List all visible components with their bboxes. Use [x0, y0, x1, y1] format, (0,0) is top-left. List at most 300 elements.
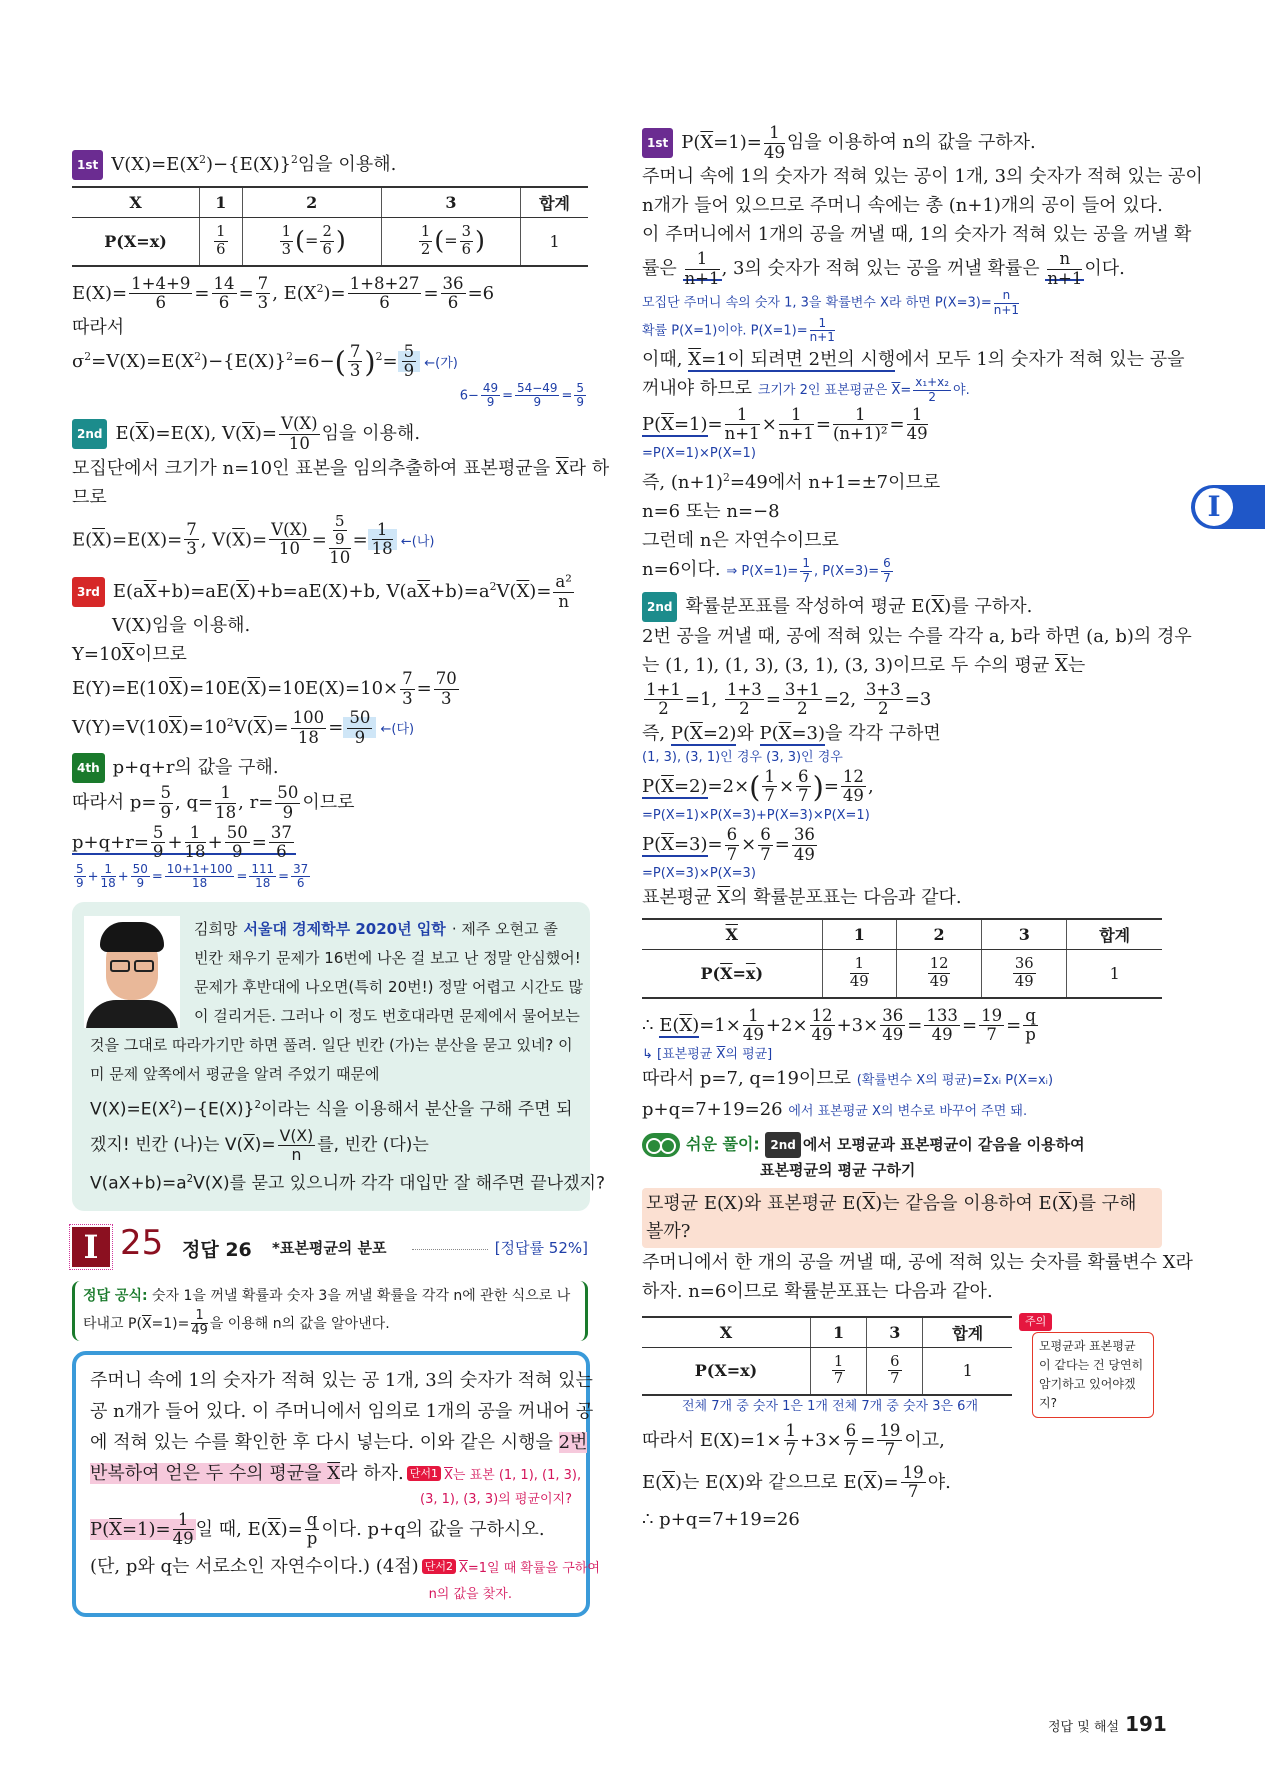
table-cell	[867, 1347, 923, 1395]
fraction	[1047, 250, 1082, 288]
overline-variable	[236, 581, 249, 602]
text-run: $\overline{X}$	[516, 581, 530, 603]
fraction-numerator	[291, 709, 327, 729]
fraction	[725, 826, 740, 864]
text-run: 49	[793, 844, 815, 864]
text-run: =1일 때 확률을 구하여	[467, 1560, 600, 1576]
fraction-numerator	[725, 681, 764, 701]
fraction-denominator	[184, 540, 199, 559]
text-run: 3	[186, 539, 197, 559]
text-run: $\overline{X}$	[135, 423, 149, 445]
text-run: =3)	[673, 834, 708, 856]
text-run: 7	[883, 570, 891, 585]
fraction-numerator	[400, 670, 415, 690]
text-run: 반복하여 얻은 두 수의 평균을	[90, 1462, 328, 1484]
text-run: 133	[926, 1005, 958, 1025]
fraction-denominator	[372, 540, 393, 559]
table-row	[72, 218, 588, 266]
fraction-denominator	[850, 974, 869, 990]
text-run: 1	[215, 193, 227, 212]
text-run: =	[311, 528, 327, 550]
highlighted-condition	[90, 1463, 340, 1484]
text-run: 9	[136, 876, 145, 891]
text-run: $\overline{X}$	[688, 348, 702, 370]
underlined-expression	[683, 249, 722, 288]
text-run: 49	[842, 786, 864, 806]
superscript	[291, 153, 298, 166]
solution-line	[642, 652, 1162, 680]
text-run: 12	[842, 766, 864, 786]
text-run: 2	[658, 699, 669, 719]
text-run: 라 하자.	[340, 1462, 404, 1484]
text-run: 18	[191, 876, 208, 891]
text-run: V(X)를 묻고 있으니까 각각 대입만 잘 해주면 끝나겠지?	[193, 1173, 605, 1194]
text-run: X	[719, 1322, 733, 1342]
fraction-numerator	[1023, 1007, 1038, 1027]
fraction-denominator	[800, 572, 812, 585]
text-run: 따라서 p=7, q=19이므로	[642, 1067, 857, 1089]
text-run: 1	[220, 783, 231, 803]
text-run: 는 표본 (1, 1), (1, 3),	[452, 1467, 582, 1483]
table-cell	[381, 187, 520, 218]
fraction	[151, 824, 166, 862]
text-run: 2	[375, 349, 383, 363]
highlighted-answer	[343, 708, 376, 747]
table-row	[642, 1347, 1012, 1395]
chapter-tab[interactable]	[1191, 485, 1265, 529]
fraction	[928, 956, 951, 990]
fraction	[784, 1422, 799, 1460]
fraction-numerator	[924, 1007, 960, 1027]
text-run: 1	[216, 223, 226, 241]
text-run: 18	[255, 876, 271, 891]
text-run: 크기가 2인 표본평균은	[757, 382, 892, 398]
solution-line	[72, 484, 588, 512]
problem-line	[90, 1428, 588, 1458]
text-run: 야.	[953, 382, 970, 398]
fraction-denominator	[810, 1026, 835, 1045]
fraction	[880, 1007, 905, 1045]
testimonial-line: 미 문제 앞쪽에서 평균을 알려 주었기 때문에	[90, 1065, 380, 1084]
text-run: 5	[576, 380, 584, 395]
text-run: )=10E(X)=10×	[260, 678, 399, 700]
step-heading	[642, 124, 1162, 162]
text-run: )	[755, 963, 764, 983]
probability-table	[642, 1316, 1012, 1397]
student-name: 김희망	[194, 920, 238, 939]
text-run: n	[1002, 288, 1011, 303]
text-run: 2	[84, 349, 92, 363]
text-run: 2	[306, 193, 318, 212]
fraction-denominator	[131, 877, 150, 890]
text-run: P(	[700, 963, 721, 983]
text-run: ←(가)	[420, 355, 458, 371]
fraction-denominator	[165, 877, 235, 890]
fraction-denominator	[400, 690, 415, 709]
side-annotation	[642, 749, 1162, 767]
text-run: =2)	[702, 722, 737, 744]
fraction-numerator	[762, 768, 777, 788]
solution-line	[642, 681, 1162, 719]
text-run: 36	[442, 273, 464, 293]
text-run: V(	[496, 581, 517, 603]
text-run: $\overline{X}$	[92, 528, 105, 550]
text-run: $\overline{X}$	[689, 722, 703, 744]
fraction-numerator	[129, 275, 192, 295]
text-run: 18	[371, 539, 393, 559]
solution-line	[642, 250, 1162, 288]
fraction-denominator	[515, 396, 559, 409]
overline-variable	[242, 423, 255, 444]
text-run: 1	[791, 404, 802, 424]
overline-variable	[862, 1193, 875, 1214]
overline-variable	[516, 581, 529, 602]
text-run: =	[251, 831, 267, 853]
fraction-denominator	[173, 1530, 194, 1549]
text-run: 1	[833, 1352, 844, 1370]
text-run: 1	[736, 404, 748, 424]
fraction-denominator	[743, 1026, 764, 1045]
text-run: 3+3	[865, 679, 901, 699]
fraction	[212, 275, 237, 313]
text-run: )+b=aE(X)+b, V(a	[249, 581, 418, 603]
fraction	[185, 824, 206, 862]
text-run: 확률분포표를 작성하여 평균 E(	[685, 595, 932, 617]
text-run: 그런데 n은 자연수이므로	[642, 529, 839, 551]
fraction-denominator	[159, 804, 174, 823]
easy-solution-heading	[642, 1132, 1162, 1182]
text-run: 1	[748, 1005, 759, 1025]
fraction-numerator	[215, 784, 236, 804]
text-run: 2	[291, 153, 298, 166]
easy-table-wrap	[642, 1310, 1012, 1417]
fraction-numerator	[1047, 250, 1082, 270]
fraction-denominator	[280, 242, 293, 258]
text-run: 36	[882, 1005, 904, 1025]
fraction	[460, 224, 473, 258]
text-run: =	[732, 963, 746, 983]
fraction	[881, 557, 893, 585]
text-run: $\overline{X}$	[891, 382, 901, 398]
text-run: 7	[845, 1440, 857, 1460]
fraction	[278, 1127, 316, 1163]
text-run: 2	[199, 153, 207, 166]
text-run: =	[194, 282, 210, 304]
table-cell	[642, 919, 822, 950]
fraction-numerator	[151, 824, 166, 844]
text-run: =2×	[707, 775, 750, 797]
text-run: 3	[349, 361, 361, 381]
text-run: 2	[420, 240, 431, 258]
fraction	[841, 768, 866, 806]
text-run: 6	[379, 293, 390, 313]
text-run: 이므로	[134, 644, 187, 666]
fraction-numerator	[185, 824, 206, 844]
text-run: E(Y)=E(10	[72, 678, 170, 700]
fraction-denominator	[784, 1441, 799, 1460]
fraction	[165, 863, 235, 891]
text-run: 49	[172, 1529, 194, 1549]
fraction-denominator	[74, 877, 86, 890]
table-cell	[72, 187, 200, 218]
text-run: ×	[741, 834, 757, 856]
text-run: n=6이다.	[642, 558, 727, 580]
text-run: 합계	[1099, 926, 1131, 946]
fraction	[249, 863, 276, 891]
text-run: 111	[251, 861, 275, 876]
text-run: +	[87, 869, 99, 885]
student-school: 서울대 경제학부 2020년 입학	[243, 920, 446, 939]
table-note: 전체 7개 중 숫자 1은 1개 전체 7개 중 숫자 3은 6개	[682, 1399, 979, 1415]
text-run: 7	[726, 844, 738, 864]
parenthesized	[295, 223, 346, 258]
text-run: , q=	[175, 792, 214, 814]
fraction-numerator	[888, 1354, 901, 1371]
fraction-denominator	[924, 1026, 960, 1045]
problem-line	[90, 1459, 582, 1491]
solution-line	[642, 464, 1162, 497]
fraction-numerator	[994, 289, 1019, 303]
text-run: =	[561, 388, 573, 404]
text-run: 이 주머니에서 1개의 공을 꺼낼 때, 1의 숫자가 적혀 있는 공을 꺼낼 확	[642, 224, 1192, 246]
text-run: ⇒ P(X=1)=	[726, 563, 799, 579]
text-run: 는	[1067, 654, 1086, 676]
fraction-denominator	[278, 1146, 316, 1164]
fraction-numerator	[864, 681, 903, 701]
text-run: V(X)	[279, 1126, 314, 1146]
step-heading	[72, 146, 588, 180]
text-run: =2)	[673, 775, 708, 797]
text-run: $\overline{X}$	[168, 717, 182, 739]
text-run: $\overline{X}$	[121, 644, 135, 666]
text-run: 7	[186, 519, 197, 539]
fraction-denominator	[779, 425, 814, 444]
text-run: )	[692, 1014, 700, 1036]
fraction-denominator	[907, 425, 928, 444]
step-badge: 1st	[72, 150, 103, 180]
overline-variable	[247, 678, 260, 699]
text-run: n+1	[809, 330, 835, 345]
text-run: $\overline{X}$	[679, 1014, 693, 1036]
text-run: Y=10	[72, 644, 122, 666]
fraction-denominator	[796, 787, 811, 806]
text-run: =	[236, 869, 248, 885]
solution-line	[642, 1422, 1162, 1460]
fraction-numerator	[184, 521, 199, 541]
text-run: 50	[226, 822, 248, 842]
text-run: 7	[802, 570, 810, 585]
text-run: =	[815, 413, 831, 435]
text-run: )는 E(X)와 같으므로 E(	[675, 1471, 864, 1493]
solution-line	[642, 163, 1203, 191]
page-number: 191	[1125, 1712, 1167, 1736]
text-run: 37	[270, 822, 292, 842]
table-cell	[242, 218, 381, 266]
overline-variable	[327, 1463, 340, 1484]
fraction	[481, 382, 500, 410]
text-run: 이다. p+q의 값을 구하시오.	[321, 1518, 545, 1540]
text-run: +	[117, 869, 129, 885]
solution-line	[642, 221, 1192, 249]
text-run: =	[900, 382, 912, 398]
overline-variable	[720, 964, 732, 983]
text-run: =	[238, 282, 254, 304]
text-run: )−{E(X)}	[201, 350, 287, 372]
underlined-expression	[642, 834, 708, 857]
annotation	[420, 356, 458, 371]
text-run: V(X)임을 이용해.	[112, 615, 251, 637]
text-run: +b)=a	[430, 581, 490, 603]
annotation	[397, 534, 435, 549]
text-run: 1	[696, 249, 708, 269]
dotted-leader	[412, 1249, 488, 1250]
fraction-denominator	[792, 846, 817, 865]
fraction-denominator	[129, 294, 192, 313]
text-run: 1	[195, 1307, 204, 1323]
fraction-denominator	[269, 843, 294, 862]
text-run: 1	[764, 766, 775, 786]
text-run: $\overline{X}$	[700, 132, 714, 154]
fraction	[269, 824, 294, 862]
text-run: 1	[189, 822, 201, 842]
parenthesized	[434, 223, 485, 258]
fraction-numerator	[269, 824, 294, 844]
fraction-numerator	[877, 1422, 902, 1442]
fraction-numerator	[279, 415, 320, 435]
text-run: =	[961, 1014, 978, 1036]
solution-line	[642, 192, 1162, 220]
highlighted-answer	[398, 341, 421, 381]
text-run: $\overline{X}$	[661, 834, 674, 856]
fraction-numerator	[800, 557, 812, 571]
clue-text: (3, 1), (3, 3)의 평균이지?	[420, 1491, 572, 1507]
text-run: 6	[296, 876, 305, 891]
underlined-expression	[659, 1015, 699, 1038]
caution-text: 모평균과 표본평균이 같다는 건 당연히 암기하고 있어야겠지?	[1039, 1338, 1144, 1410]
text-run: =6−	[292, 350, 335, 372]
solution-line	[72, 455, 610, 483]
table-cell	[822, 919, 896, 950]
text-run: E(	[115, 423, 136, 445]
text-run: 6	[447, 293, 459, 313]
text-run: 7	[907, 1482, 919, 1502]
solution-line	[72, 641, 588, 669]
text-run: 7	[890, 1370, 900, 1388]
superscript	[199, 153, 206, 166]
fraction-denominator	[348, 362, 363, 381]
problem-line	[90, 1397, 594, 1427]
fraction	[129, 275, 192, 313]
table-cell	[642, 1317, 810, 1348]
text-run: 6	[726, 824, 738, 844]
fraction	[159, 784, 174, 822]
text-run: $\overline{X}$	[247, 678, 261, 700]
text-run: 6	[276, 842, 287, 862]
text-run: , E(X	[272, 282, 317, 304]
text-run: P(X=x)	[104, 231, 167, 251]
overline-variable	[556, 458, 569, 479]
text-run: 3	[281, 240, 292, 258]
text-run: 49	[742, 1025, 764, 1045]
text-run: 1	[962, 1361, 973, 1381]
text-run: E(	[659, 1014, 680, 1036]
overline-variable	[661, 776, 674, 797]
fraction	[644, 681, 683, 719]
text-run: 1	[854, 404, 866, 424]
fraction	[913, 376, 951, 404]
fraction-denominator	[994, 304, 1019, 317]
text-run: 따라서	[72, 316, 125, 338]
fraction-denominator	[574, 396, 586, 409]
text-run: 10	[329, 547, 351, 567]
overline-variable	[232, 529, 245, 550]
highlighted-condition	[559, 1432, 588, 1453]
fraction-denominator	[810, 331, 835, 344]
overline-variable	[931, 596, 944, 617]
text-run: )를 구해 볼까?	[646, 1192, 1137, 1242]
fraction-numerator	[191, 1309, 207, 1324]
fraction-numerator	[372, 521, 393, 541]
fraction	[305, 1511, 320, 1549]
fraction	[994, 289, 1019, 317]
text-run: +	[207, 831, 223, 853]
fraction	[372, 521, 393, 559]
caution-label: 주의	[1019, 1313, 1052, 1331]
fraction	[725, 406, 760, 444]
text-run: 주머니 속에 1의 숫자가 적혀 있는 공 1개, 3의 숫자가 적혀 있는	[90, 1369, 593, 1391]
easy-label: 쉬운 풀이:	[686, 1134, 766, 1154]
text-run: p	[306, 1529, 318, 1549]
clue-badge	[422, 1559, 456, 1574]
solution-line	[72, 612, 588, 640]
solution-line	[642, 556, 1162, 586]
fraction-denominator	[269, 540, 310, 559]
fraction-denominator	[291, 729, 327, 748]
text-run: 합계	[539, 194, 570, 213]
text-run: $\overline{X}$	[236, 581, 250, 603]
fraction-denominator	[832, 1371, 845, 1387]
text-run: 49	[906, 424, 928, 444]
text-run: 5	[403, 341, 415, 361]
fraction	[347, 709, 372, 747]
text-run: 18	[100, 876, 116, 891]
testimonial-line: 문제가 후반대에 나오면(특히 20번!) 정말 어렵고 시간도 많	[194, 978, 583, 997]
text-run: ∴	[642, 1014, 660, 1036]
fraction	[850, 956, 869, 990]
text-run: 7	[884, 1440, 896, 1460]
fraction	[214, 224, 227, 258]
fraction-numerator	[212, 275, 237, 295]
fraction	[764, 124, 785, 162]
fraction-denominator	[347, 729, 372, 748]
text-run: 1	[833, 1322, 845, 1342]
solution-line	[642, 768, 1162, 806]
text-run: )=	[254, 1135, 276, 1156]
solution-line	[642, 1007, 1162, 1045]
fraction-denominator	[888, 1371, 901, 1387]
table-cell	[810, 1347, 866, 1395]
text-run: =	[352, 528, 368, 550]
text-run: V(Y)=V(10	[72, 717, 169, 739]
text-run: 19	[902, 1462, 924, 1482]
annotation	[757, 375, 970, 404]
clue-text: n의 값을 찾자.	[428, 1586, 512, 1602]
text-run: +b)=aE(	[156, 581, 237, 603]
text-run: 6	[798, 766, 809, 786]
text-run: 6	[845, 1420, 857, 1440]
text-run: $\overline{X}$	[253, 717, 267, 739]
fraction-numerator	[841, 768, 866, 788]
